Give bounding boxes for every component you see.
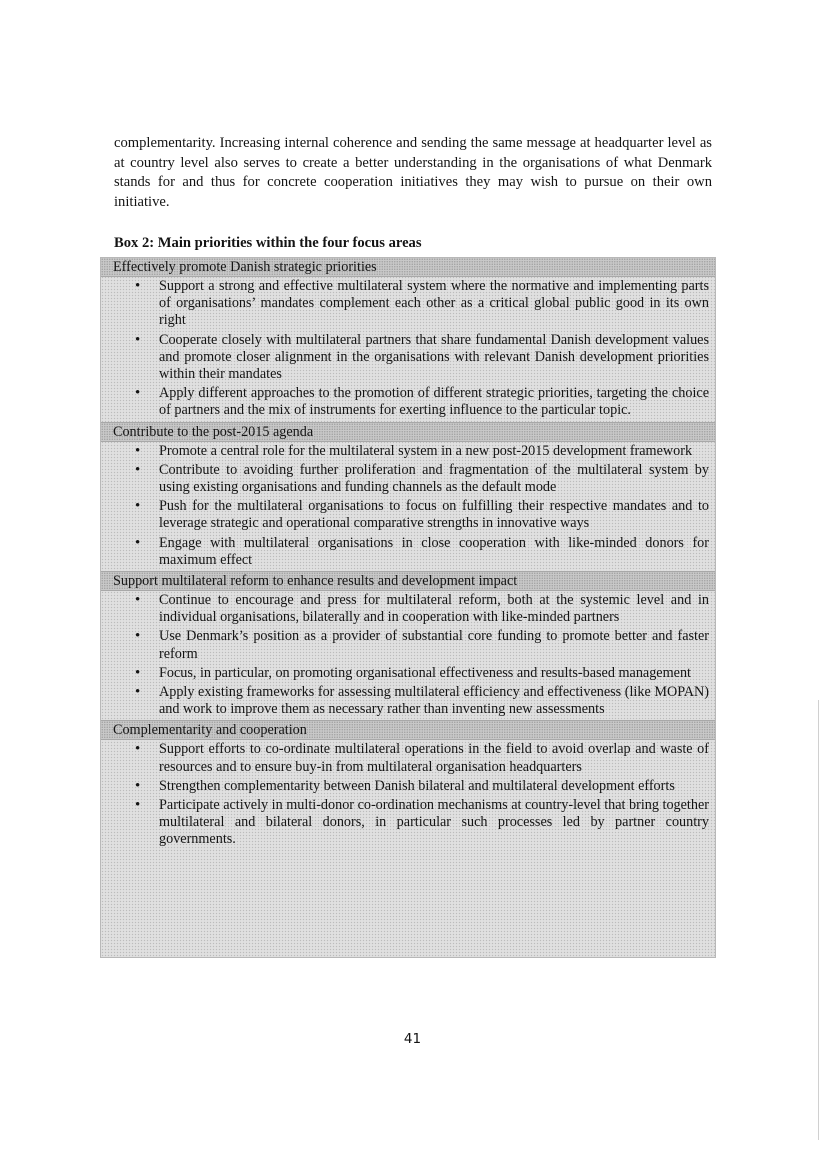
bullet-list-post-2015 <box>101 442 715 569</box>
list-item: • Apply existing frameworks for assessing multilateral efficiency and effectiveness (like MOPAN) and work to improve them as necessary rather than inventing new assessments <box>101 684 711 718</box>
section-header-post-2015: Contribute to the post-2015 agenda <box>101 422 715 442</box>
list-item: • Engage with multilateral organisations in close cooperation with like-minded donors for maximum effect <box>101 535 711 569</box>
list-item: • Promote a central role for the multilateral system in a new post-2015 development framework <box>101 443 711 460</box>
section-header-strategic-priorities: Effectively promote Danish strategic priorities <box>101 258 715 277</box>
list-item: • Contribute to avoiding further proliferation and fragmentation of the multilateral system by using existing organisations and funding channels as the default mode <box>101 462 711 496</box>
list-item: • Support efforts to co-ordinate multilateral operations in the field to avoid overlap and waste of resources and to ensure buy-in from multilateral organisation headquarters <box>101 741 711 775</box>
section-header-multilateral-reform: Support multilateral reform to enhance results and development impact <box>101 571 715 591</box>
list-item: • Push for the multilateral organisations to focus on fulfilling their respective mandates and to leverage strategic and operational comparative strengths in innovative ways <box>101 498 711 532</box>
list-item: • Support a strong and effective multilateral system where the normative and implementing parts of organisations’ mandates complement each other as a critical global public good in its own right <box>101 278 711 330</box>
bullet-list-multilateral-reform <box>101 591 715 718</box>
section-header-complementarity: Complementarity and cooperation <box>101 720 715 740</box>
intro-paragraph: complementarity. Increasing internal coherence and sending the same message at headquarter level as at country level also serves to create a better understanding in the organisations of what Denmark stands for and thus for concrete cooperation initiatives they may wish to pursue on their own initiative. <box>114 135 712 210</box>
list-item: • Participate actively in multi-donor co-ordination mechanisms at country-level that bring together multilateral and bilateral donors, in particular such processes led by partner country governments. <box>101 797 711 849</box>
list-item: • Focus, in particular, on promoting organisational effectiveness and results-based management <box>101 665 711 682</box>
priorities-box <box>100 257 716 958</box>
list-item: • Use Denmark’s position as a provider of substantial core funding to promote better and faster reform <box>101 628 711 662</box>
list-item: • Continue to encourage and press for multilateral reform, both at the systemic level and in individual organisations, bilaterally and in cooperation with like-minded partners <box>101 592 711 626</box>
page-number: 41 <box>403 1031 422 1047</box>
list-item: • Strengthen complementarity between Danish bilateral and multilateral development efforts <box>101 778 711 795</box>
scan-edge-line <box>818 700 819 1140</box>
list-item: • Cooperate closely with multilateral partners that share fundamental Danish development values and promote closer alignment in the organisations with relevant Danish development priorities within their mandates <box>101 332 711 384</box>
bullet-list-strategic-priorities <box>101 277 715 420</box>
box-title: Box 2: Main priorities within the four focus areas <box>114 235 422 251</box>
bullet-list-complementarity <box>101 740 715 848</box>
list-item: • Apply different approaches to the promotion of different strategic priorities, targeting the choice of partners and the mix of instruments for exerting influence to the particular topic. <box>101 385 711 419</box>
